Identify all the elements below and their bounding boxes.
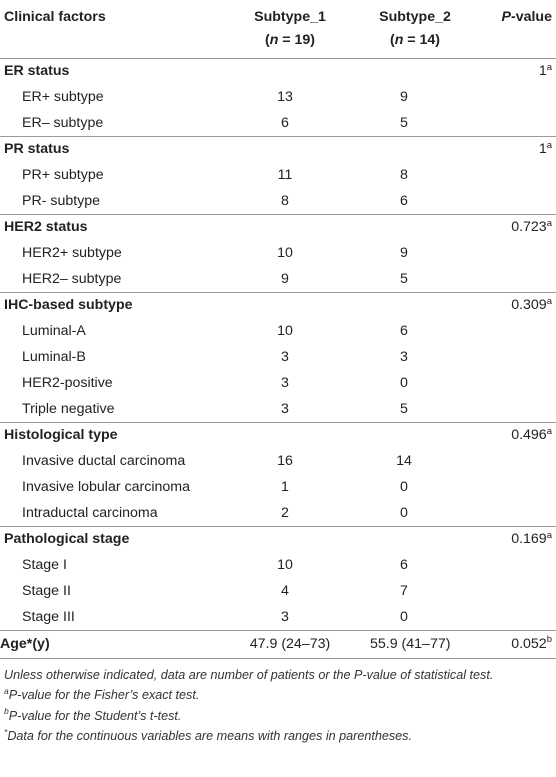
group-p-value: 1$^a$ <box>470 136 556 162</box>
table-row <box>0 110 556 136</box>
group-header-row <box>0 214 556 240</box>
footnote-star: *Data for the continuous variables are means with ranges in parentheses. <box>4 726 412 743</box>
table-footnotes <box>0 659 556 747</box>
row-p-value <box>470 474 556 500</box>
group-empty-cell <box>360 58 470 84</box>
group-p-value: 0.496$^a$ <box>470 422 556 448</box>
subtype-1-value: 10 <box>277 557 293 573</box>
group-empty-cell <box>360 422 470 448</box>
row-label: Intraductal carcinoma <box>22 504 158 521</box>
table-row <box>0 344 556 370</box>
subtype-2-value: 0 <box>400 608 408 625</box>
subtype-2-value: 9 <box>400 89 408 105</box>
table-row <box>0 84 556 110</box>
subtype-2-value: 7 <box>400 583 408 599</box>
header-subtype-2-label: Subtype_2 <box>379 9 451 25</box>
row-label: Stage II <box>22 583 71 599</box>
table-row <box>0 448 556 474</box>
subtype-2-value: 6 <box>400 192 408 209</box>
table-row <box>0 162 556 188</box>
subtype-1-value: 3 <box>281 608 289 625</box>
row-label: ER+ subtype <box>22 89 104 105</box>
table-body <box>0 58 556 658</box>
subtype-2-value: 14 <box>396 453 412 469</box>
subtype-1-value: 16 <box>277 453 293 469</box>
header-subtype-1-label: Subtype_1 <box>254 9 326 25</box>
group-empty-cell <box>220 58 360 84</box>
row-label: HER2– subtype <box>22 270 122 287</box>
subtype-2-value: 8 <box>400 167 408 183</box>
table-row <box>0 474 556 500</box>
row-p-value <box>470 552 556 578</box>
subtype-1-value: 9 <box>281 270 289 287</box>
table-row <box>0 318 556 344</box>
table-row <box>0 552 556 578</box>
group-header-row <box>0 526 556 552</box>
group-label: PR status <box>0 136 220 162</box>
group-empty-cell <box>360 292 470 318</box>
subtype-2-value: 6 <box>400 557 408 573</box>
subtype-1-value: 13 <box>277 89 293 105</box>
group-empty-cell <box>220 136 360 162</box>
subtype-1-value: 3 <box>281 375 289 391</box>
subtype-1-value: 11 <box>277 167 293 183</box>
subtype-1-value: 8 <box>281 192 289 209</box>
table-row <box>0 188 556 214</box>
header-subtype-2 <box>360 0 470 58</box>
row-label: HER2-positive <box>22 375 113 391</box>
row-label: PR- subtype <box>22 192 101 209</box>
row-p-value <box>470 318 556 344</box>
subtype-2-value: 0 <box>400 504 408 521</box>
row-label: Luminal-B <box>22 349 86 365</box>
row-p-value <box>470 188 556 214</box>
footnote-general: Unless otherwise indicated, data are number of patients or the P-value of statistical test. <box>4 667 494 682</box>
group-header-row <box>0 422 556 448</box>
group-empty-cell <box>360 526 470 552</box>
header-subtype-1-n: (n = 19) <box>264 32 316 48</box>
subtype-1-value: 1 <box>281 479 289 495</box>
table-row <box>0 578 556 604</box>
table-row <box>0 370 556 396</box>
age-row <box>0 630 556 658</box>
subtype-1-value: 6 <box>281 114 289 131</box>
table-row <box>0 500 556 526</box>
group-p-value: 0.723$^a$ <box>470 214 556 240</box>
group-label: HER2 status <box>0 214 220 240</box>
subtype-2-value: 0 <box>400 375 408 391</box>
table-header-row <box>0 0 556 58</box>
row-label: Invasive ductal carcinoma <box>22 453 186 469</box>
subtype-2-value: 3 <box>400 349 408 365</box>
age-subtype-1-value: 47.9 (24–73) <box>220 630 360 658</box>
group-header-row <box>0 292 556 318</box>
header-p-value: P-value <box>470 0 556 58</box>
header-clinical-factors: Clinical factors <box>0 0 220 58</box>
row-p-value <box>470 110 556 136</box>
group-p-value: 1$^a$ <box>470 58 556 84</box>
group-label: ER status <box>0 58 220 84</box>
footnote-a: $^a$P-value for the Fisher’s exact test. <box>4 685 200 702</box>
subtype-1-value: 3 <box>281 349 289 365</box>
subtype-1-value: 4 <box>281 583 289 599</box>
age-p-value: 0.052$^b$ <box>470 630 556 658</box>
group-label: IHC-based subtype <box>0 292 220 318</box>
row-p-value <box>470 500 556 526</box>
row-label: Triple negative <box>22 400 115 417</box>
header-subtype-1 <box>220 0 360 58</box>
subtype-1-value: 10 <box>277 323 293 339</box>
group-empty-cell <box>220 422 360 448</box>
group-label: Histological type <box>0 422 220 448</box>
subtype-2-value: 9 <box>400 245 408 261</box>
row-p-value <box>470 396 556 422</box>
group-empty-cell <box>360 214 470 240</box>
row-label: Luminal-A <box>22 323 86 339</box>
row-p-value <box>470 266 556 292</box>
group-header-row <box>0 58 556 84</box>
age-subtype-2-value: 55.9 (41–77) <box>360 630 470 658</box>
row-label: Invasive lobular carcinoma <box>22 479 190 495</box>
group-empty-cell <box>220 292 360 318</box>
age-label: Age*(y) <box>0 630 220 658</box>
group-empty-cell <box>220 214 360 240</box>
group-label: Pathological stage <box>0 526 220 552</box>
table-row <box>0 266 556 292</box>
row-label: HER2+ subtype <box>22 245 122 261</box>
subtype-2-value: 5 <box>400 400 408 417</box>
subtype-2-value: 5 <box>400 114 408 131</box>
subtype-1-value: 2 <box>281 504 289 521</box>
row-p-value <box>470 448 556 474</box>
header-subtype-2-n: (n = 14) <box>389 32 441 48</box>
row-label: ER– subtype <box>22 114 104 131</box>
row-p-value <box>470 162 556 188</box>
row-p-value <box>470 344 556 370</box>
group-empty-cell <box>360 136 470 162</box>
row-p-value <box>470 578 556 604</box>
row-p-value <box>470 604 556 630</box>
group-p-value: 0.169$^a$ <box>470 526 556 552</box>
footnote-b: $^b$P-value for the Student’s t-test. <box>4 706 182 723</box>
row-label: PR+ subtype <box>22 167 104 183</box>
subtype-1-value: 3 <box>281 400 289 417</box>
subtype-2-value: 6 <box>400 323 408 339</box>
table-row <box>0 604 556 630</box>
subtype-2-value: 5 <box>400 270 408 287</box>
subtype-2-value: 0 <box>400 479 408 495</box>
row-label: Stage I <box>22 557 67 573</box>
table-row <box>0 240 556 266</box>
group-empty-cell <box>220 526 360 552</box>
group-p-value: 0.309$^a$ <box>470 292 556 318</box>
row-label: Stage III <box>22 608 75 625</box>
row-p-value <box>470 240 556 266</box>
row-p-value <box>470 370 556 396</box>
subtype-1-value: 10 <box>277 245 293 261</box>
row-p-value <box>470 84 556 110</box>
table-row <box>0 396 556 422</box>
group-header-row <box>0 136 556 162</box>
